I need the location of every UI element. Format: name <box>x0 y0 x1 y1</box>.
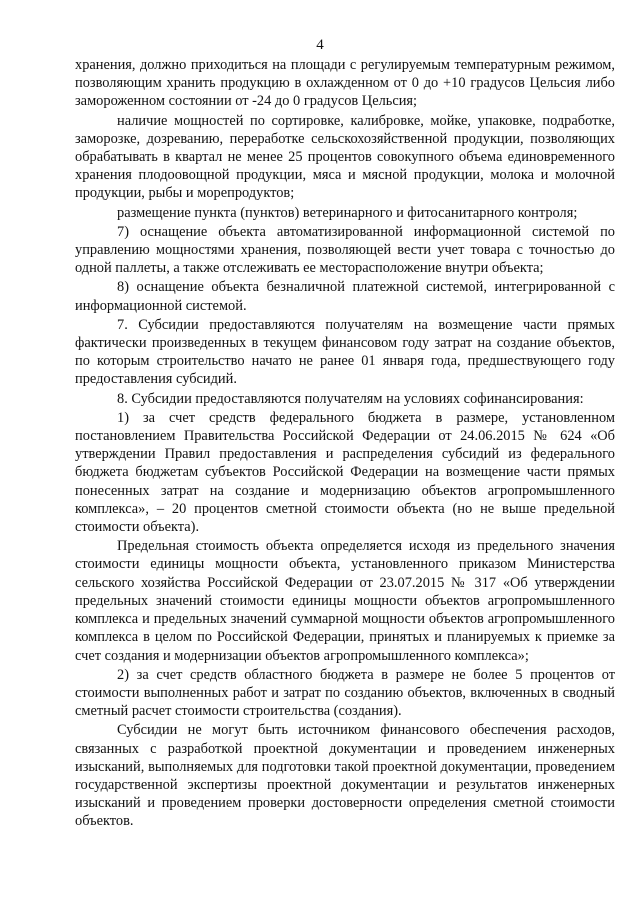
paragraph-payment-system: 8) оснащение объекта безналичной платежной системой, интегрированной с информационной системой. <box>75 279 615 314</box>
paragraph-cofinancing: 8. Субсидии предоставляются получателям на условиях софинансирования: <box>117 390 584 407</box>
document-body <box>75 56 615 831</box>
paragraph-inspection-point: размещение пункта (пунктов) ветеринарного и фитосанитарного контроля; <box>117 204 578 221</box>
paragraph-subsidy-purpose: 7. Субсидии предоставляются получателям на возмещение части прямых фактически произведенных в текущем финансовом году затрат на создание объектов, по которым строительство начато не ранее 01 января года, предшествующего году предоставления субсидий. <box>75 316 615 388</box>
page-number: 4 <box>316 37 324 53</box>
paragraph-processing-capacity: наличие мощностей по сортировке, калибровке, мойке, упаковке, подработке, заморозке, дозреванию, переработке сельскохозяйственной продукции, позволяющих обрабатывать в квартал не менее 25 процентов совокупного объема единовременного хранения плодоовощной продукции, мяса и мясной продукции, молока и молочной продукции, рыбы и морепродуктов; <box>75 112 615 202</box>
paragraph-automated-system: 7) оснащение объекта автоматизированной информационной системой по управлению мощностями хранения, позволяющей вести учет товара с точностью до одной паллеты, а также отслеживать ее месторасположение внутри объекта; <box>75 223 615 277</box>
paragraph-regional-budget: 2) за счет средств областного бюджета в размере не более 5 процентов от стоимости выполненных работ и затрат по созданию объектов, включенных в сводный сметный расчет стоимости строительства (создания). <box>75 666 615 720</box>
paragraph-maximum-cost: Предельная стоимость объекта определяется исходя из предельного значения стоимости единицы мощности объекта, установленного приказом Министерства сельского хозяйства Российской Федерации от 23.07.2015 № 317 «Об утверждении предельных значений стоимости единицы мощности объектов агропромышленного комплекса и предельных значений суммарной мощности объектов агропромышленного комплекса в целом по Российской Федерации, принятых и планируемых к приемке за счет создания и модернизации объектов агропромышленного комплекса»; <box>75 538 615 664</box>
paragraph-federal-budget: 1) за счет средств федерального бюджета в размере, установленном постановлением Правительства Российской Федерации от 24.06.2015 № 624 «Об утверждении Правил предоставления и распределения субсидий из федерального бюджета бюджетам субъектов Российской Федерации на возмещение части прямых понесенных затрат на создание и модернизацию объектов агропромышленного комплекса», – 20 процентов сметной стоимости объекта (но не выше предельной стоимости объекта). <box>75 409 615 536</box>
paragraph-storage-temperature: хранения, должно приходиться на площади с регулируемым температурным режимом, позволяющим хранить продукцию в охлажденном от 0 до +10 градусов Цельсия либо замороженном состоянии от -24 до 0 градусов Цельсия; <box>75 57 615 110</box>
paragraph-excluded-expenses: Субсидии не могут быть источником финансового обеспечения расходов, связанных с разработкой проектной документации и проведением инженерных изысканий, выполняемых для подготовки такой проектной документации, проведением государственной экспертизы проектной документации и результатов инженерных изысканий и проведением проверки достоверности определения сметной стоимости объектов. <box>75 722 615 830</box>
